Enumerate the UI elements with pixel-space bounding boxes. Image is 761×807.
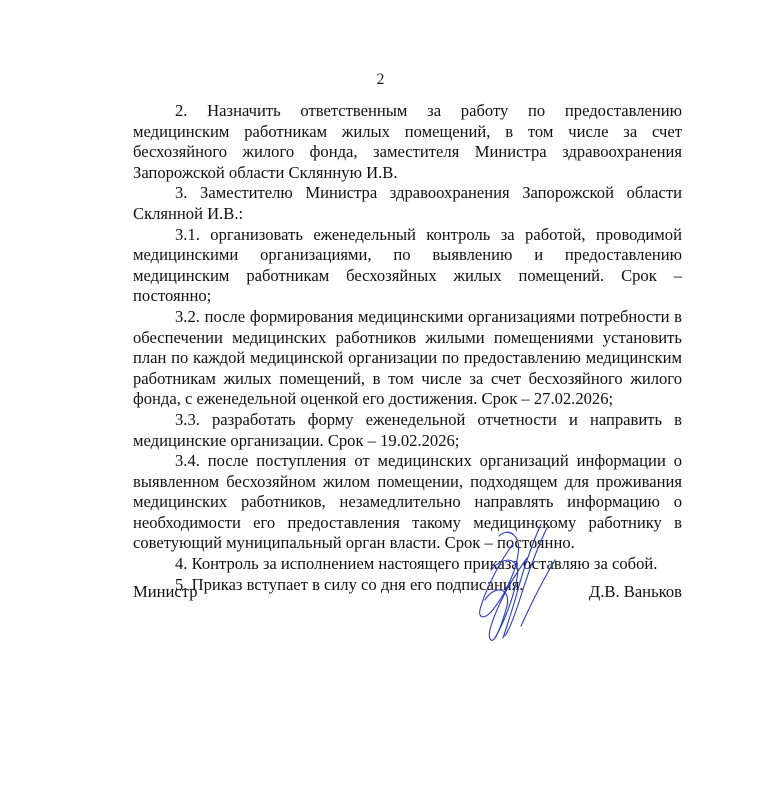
document-body <box>133 101 682 595</box>
paragraph-5: 5. Приказ вступает в силу со дня его подписания. <box>175 574 524 594</box>
signatory-name: Д.В. Ваньков <box>588 582 682 601</box>
signature-stroke <box>499 532 513 536</box>
signatory-title: Министр <box>133 582 198 601</box>
signature-stroke <box>489 558 527 640</box>
signature-stroke <box>503 524 541 638</box>
paragraph-4: 4. Контроль за исполнением настоящего приказа оставляю за собой. <box>175 554 658 574</box>
paragraph-3: 3. Заместителю Министра здравоохранения Запорожской области Склянной И.В.: <box>133 183 682 223</box>
handwritten-signature-icon <box>455 520 565 645</box>
paragraph-3-4: 3.4. после поступления от медицинских организаций информации о выявленном бесхозяйном жилом помещении, подходящем для проживания медицинских работников, незамедлительно направлять информацию о необходимости его предоставления такому медицинскому работнику в советующий муниципальный орган власти. Срок – постоянно. <box>133 451 682 553</box>
paragraph-3-3: 3.3. разработать форму еженедельной отчетности и направить в медицинские организации. Срок – 19.02.2026; <box>133 409 682 450</box>
paragraph-2: 2. Назначить ответственным за работу по предоставлению медицинским работникам жилых помещений, в том числе за счет бесхозяйного жилого фонда, заместителя Министра здравоохранения Запорожской области Склянную И.В. <box>133 101 682 182</box>
paragraph-3-2: 3.2. после формирования медицинскими организациями потребности в обеспечении медицинских работников жилыми помещениями установить план по каждой медицинской организации по предоставлению медицинским работникам жилых помещений, в том числе за счет бесхозяйного жилого фонда, с еженедельной оценкой его достижения. Срок – 27.02.2026; <box>133 306 682 409</box>
page-number: 2 <box>376 71 385 88</box>
paragraph-3-1: 3.1. организовать еженедельный контроль за работой, проводимой медицинскими организациями, по выявлению и предоставлению медицинским работникам бесхозяйных жилых помещений. Срок – постоянно; <box>133 224 682 306</box>
signature-stroke <box>521 560 555 626</box>
signature-block <box>133 581 682 603</box>
